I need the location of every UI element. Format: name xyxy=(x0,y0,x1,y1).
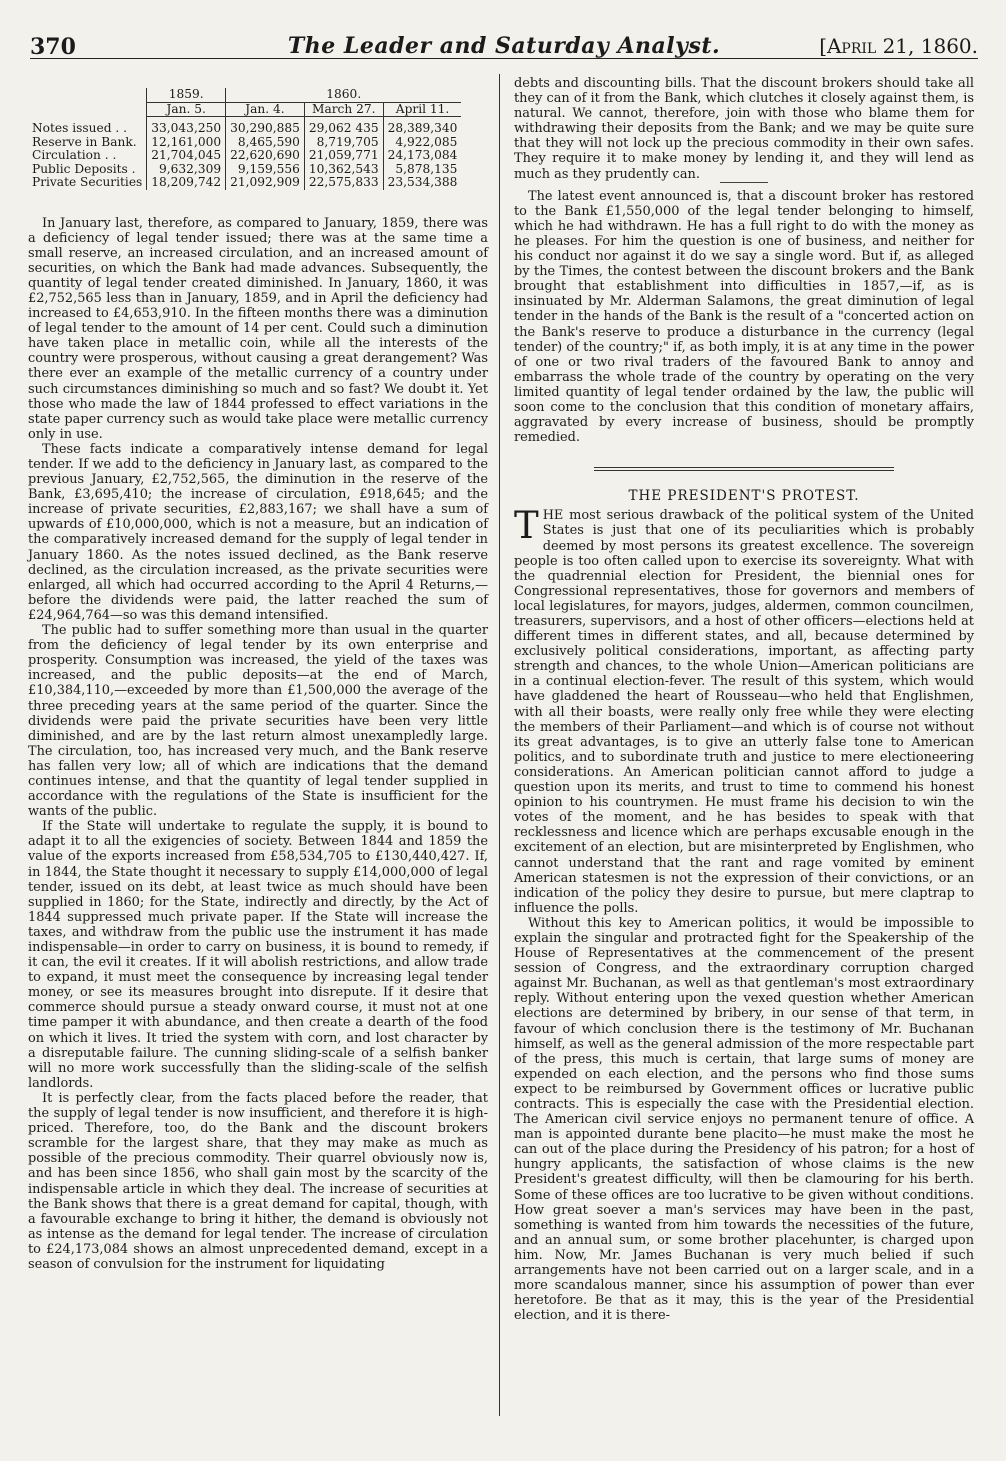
table-cell: 21,092,909 xyxy=(226,176,305,190)
table-cell: 28,389,340 xyxy=(383,117,461,136)
table-cell: 8,465,590 xyxy=(226,136,305,150)
paragraph: debts and discounting bills. That the discount brokers should take all they can of it from the Bank, which clutches it closely against them, is natural. We cannot, therefore, join with those who blame them for withdrawing their deposits from the Bank; and we may be quite sure that they will not lock up the precious commodity in their own safes. They require it to make money by lending it, and they will lend as much as they prudently can. xyxy=(514,76,974,182)
year-1859-header: 1859. xyxy=(147,88,226,102)
page-header xyxy=(30,32,978,59)
table-cell: 22,575,833 xyxy=(304,176,383,190)
journal-title: The Leader and Saturday Analyst. xyxy=(287,33,721,59)
short-divider xyxy=(720,182,768,183)
paragraph: Without this key to American politics, it would be impossible to explain the singular and protracted fight for the Speakership of the House of Representatives at the commencement of the present session of Congress, and the extraordinary corruption charged against Mr. Buchanan, as well as that gentleman's most extraordinary reply. Without entering upon the vexed question whether American elections are determined by bribery, in our sense of that term, in favour of which conclusion there is the testimony of Mr. Buchanan himself, as well as the general admission of the more respectable part of the press, this much is certain, that large sums of money are expended on each election, and the persons who find those sums expect to be reimbursed by Government offices or lucrative public contracts. This is especially the case with the Presidential election. The American civil service enjoys no permanent tenure of office. A man is appointed durante bene placito—he must make the most he can out of the place during the Presidency of his patron; for a host of hungry applicants, the satisfaction of whose claims is the new President's greatest difficulty, will then be clamouring for his berth. Some of these offices are too lucrative to be given without conditions. How great soever a man's services may have been in the past, something is wanted from him towards the necessities of the future, and an annual sum, or some brother placehunter, is charged upon him. Now, Mr. James Buchanan is very much belied if such arrangements have not been carried out on a larger scale, and in a more scandalous manner, since his assumption of power than ever heretofore. Be that as it may, this is the year of the Presidential election, and it is there- xyxy=(514,915,974,1324)
year-1860-header: 1860. xyxy=(226,88,462,102)
left-column xyxy=(28,76,488,1272)
table-row xyxy=(28,136,461,150)
table-cell: 9,632,309 xyxy=(147,163,226,177)
row-label: Reserve in Bank. xyxy=(32,134,137,149)
bank-returns-table xyxy=(28,88,461,190)
paragraph: It is perfectly clear, from the facts placed before the reader, that the supply of legal tender is now insufficient, and therefore it is high-priced. Therefore, too, do the Bank and the discount brokers scramble for the largest share, that they may make as much as possible of the precious commodity. Their quarrel obviously now is, and has been since 1856, who shall gain most by the scarcity of the indispensable article in which they deal. The increase of securities at the Bank shows that there is a great demand for capital, though, with a favourable exchange to bring it hither, the demand is obviously not as intense as the demand for legal tender. The increase of circulation to £24,173,084 shows an almost unprecedented demand, except in a season of convulsion for the instrument for liquidating xyxy=(28,1090,488,1272)
table-cell: 18,209,742 xyxy=(147,176,226,190)
paragraph-text: HE most serious drawback of the political system of the United States is just that one of its peculiarities which is probably deemed by most persons its greatest excellence. The sovereign people is too often called upon to exercise its sovereignty. What with the quadrennial election for President, the biennial ones for Congressional representatives, those for governors and members of local legislatures, for mayors, judges, aldermen, common councilmen, treasurers, supervisors, and a host of other officers—elections held at different times in different states, and all, because determined by exclusively political considerations, important, as affecting party strength and chances, to the whole Union—American politicians are in a continual election-fever. The result of this system, which would have gladdened the heart of Rousseau—who held that Englishmen, with all their boasts, were really only free while they were electing the members of their Parliament—and which is of course not without its great advantages, is to give an utterly false tone to American politics, and to subordinate truth and justice to mere electioneering considerations. An American politician cannot afford to judge a question upon its merits, and trust to time to commend his honest opinion to his countrymen. He must frame his decision to win the votes of the moment, and he has besides to speak with that recklessness and licence which are perhaps excusable enough in the excitement of an election, but are misinterpreted by Englishmen, who cannot understand that the rant and rage vomited by eminent American statesmen is not the expression of their convictions, or an indication of the policy they desire to pursue, but mere claptrap to influence the polls. xyxy=(514,508,974,916)
paragraph: In January last, therefore, as compared to January, 1859, there was a deficiency of legal tender issued; there was at the same time a small reserve, an increased circulation, and an increased amount of securities, on which the Bank had made advances. Subsequently, the quantity of legal tender created diminished. In January, 1860, it was £2,752,565 less than in January, 1859, and in April the deficiency had increased to £4,653,910. In the fifteen months there was a diminution of legal tender to the amount of 14 per cent. Could such a diminution have taken place in metallic coin, while all the interests of the country were prosperous, without causing a great derangement? Was there ever an example of the metallic currency of a country under such circumstances diminishing so much and so fast? We doubt it. Yet those who made the law of 1844 professed to effect variations in the state paper currency such as would take place were metallic currency only in use. xyxy=(28,215,488,442)
page-number: 370 xyxy=(30,34,76,60)
table-cell: 24,173,084 xyxy=(383,149,461,163)
table-cell: 22,620,690 xyxy=(226,149,305,163)
date-header: March 27. xyxy=(304,102,383,117)
table-row xyxy=(28,163,461,177)
paragraph: If the State will undertake to regulate the supply, it is bound to adapt it to all the exigencies of society. Between 1844 and 1859 the value of the exports increased from £58,534,705 to £130,440,427. If, in 1844, the State thought it necessary to supply £14,000,000 of legal tender, issued on its debt, at least twice as much should have been supplied in 1860; for the State, indirectly and directly, by the Act of 1844 suppressed much private paper. If the State will increase the taxes, and withdraw from the public use the instrument it has made indispensable—in order to carry on business, it is bound to remedy, if it can, the evil it creates. If it will abolish restrictions, and allow trade to expand, it must meet the consequence by increasing legal tender money, or see its measures brought into disrepute. If it desire that commerce should pursue a steady onward course, it must not at one time pamper it with abundance, and then create a dearth of the food on which it lives. It tried the system with corn, and lost character by a disreputable failure. The cunning sliding-scale of a selfish banker will no more work successfully than the sliding-scale of the selfish landlords. xyxy=(28,819,488,1091)
table-cell: 30,290,885 xyxy=(226,117,305,136)
table-cell: 21,059,771 xyxy=(304,149,383,163)
row-label: Public Deposits . xyxy=(32,161,136,176)
right-column xyxy=(514,76,974,1323)
section-divider xyxy=(594,467,894,471)
paragraph: These facts indicate a comparatively intense demand for legal tender. If we add to the deficiency in January last, as compared to the previous January, £2,752,565, the diminution in the reserve of the Bank, £3,695,410; the increase of circulation, £918,645; and the increase of private securities, £2,883,167; we shall have a sum of upwards of £10,000,000, which is not a measure, but an indication of the comparatively increased demand for the supply of legal tender in January 1860. As the notes issued declined, as the Bank reserve declined, as the circulation increased, as the private securities were enlarged, all which had occurred according to the April 4 Returns,—before the dividends were paid, the latter reached the sum of £24,964,764—so was this demand intensified. xyxy=(28,441,488,623)
row-label: Private Securities xyxy=(32,175,143,189)
issue-date: [April 21, 1860. xyxy=(819,34,978,58)
paragraph xyxy=(514,504,974,916)
table-cell: 9,159,556 xyxy=(226,163,305,177)
paragraph: The public had to suffer something more than usual in the quarter from the deficiency of legal tender by its own enterprise and prosperity. Consumption was increased, the yield of the taxes was increased, and the public deposits—at the end of March, £10,384,110,—exceeded by more than £1,500,000 the average of the three preceding years at the same period of the quarter. Since the dividends were paid the private securities have been very little diminished, and are by the last return almost unexampledly large. The circulation, too, has increased very much, and the Bank reserve has fallen very low; all of which are indications that the demand continues intense, and that the quantity of legal tender supplied in accordance with the regulations of the State is insufficient for the wants of the public. xyxy=(28,623,488,820)
drop-cap: T xyxy=(514,504,539,548)
table-cell: 29,062 435 xyxy=(304,117,383,136)
date-header: Jan. 5. xyxy=(147,102,226,117)
table-cell: 8,719,705 xyxy=(304,136,383,150)
paragraph: The latest event announced is, that a discount broker has restored to the Bank £1,550,000 of the legal tender belonging to himself, which he had withdrawn. He has a full right to do with the money as he pleases. For him the question is one of business, and neither for his conduct nor against it do we say a single word. But if, as alleged by the Times, the contest between the discount brokers and the Bank brought that establishment into difficulties in 1857,—if, as is insinuated by Mr. Alderman Salamons, the great diminution of legal tender in the hands of the Bank is the result of a "concerted action on the Bank's reserve to produce a disturbance in the currency (legal tender) of the country;" if, as both imply, it is at any time in the power of one or two rival traders of the favoured Bank to annoy and embarrass the whole trade of the country by operating on the very limited quantity of legal tender ordained by the law, the public will soon come to the conclusion that this condition of monetary affairs, aggravated by every increase of business, should be promptly remedied. xyxy=(514,188,974,446)
row-label: Notes issued . . xyxy=(32,120,128,135)
table-cell: 10,362,543 xyxy=(304,163,383,177)
date-header: Jan. 4. xyxy=(226,102,305,117)
table-cell: 21,704,045 xyxy=(147,149,226,163)
table-cell: 4,922,085 xyxy=(383,136,461,150)
table-cell: 23,534,388 xyxy=(383,176,461,190)
table-row xyxy=(28,117,461,136)
table-row xyxy=(28,149,461,163)
table-row xyxy=(28,176,461,190)
row-label: Circulation . . xyxy=(32,148,117,162)
table-cell: 5,878,135 xyxy=(383,163,461,177)
table-cell: 12,161,000 xyxy=(147,136,226,150)
column-divider xyxy=(499,74,500,1416)
date-header: April 11. xyxy=(383,102,461,117)
table-cell: 33,043,250 xyxy=(147,117,226,136)
section-title: THE PRESIDENT'S PROTEST. xyxy=(628,488,860,505)
